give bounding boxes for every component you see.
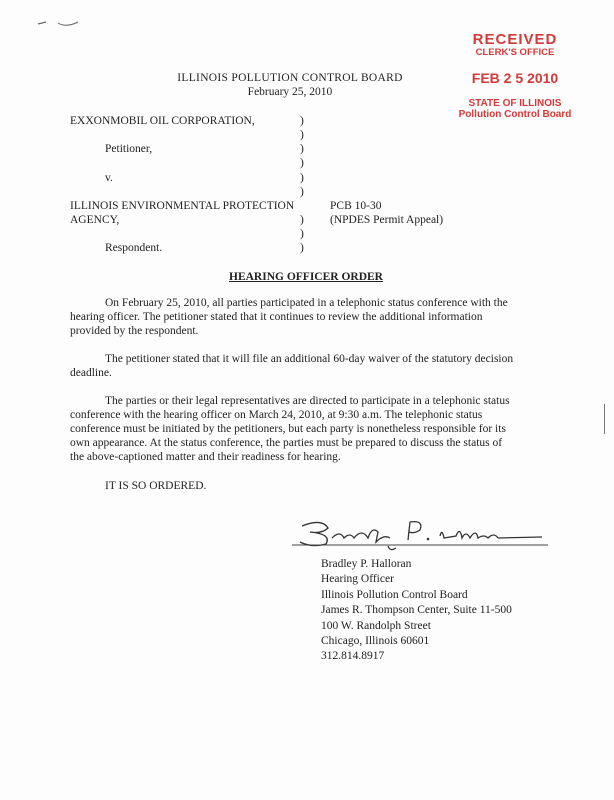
signer-title: Hearing Officer — [321, 573, 394, 586]
paragraph-3-line1: The parties or their legal representatives are directed to participate in a telephonic status — [105, 395, 510, 407]
signature-block — [321, 557, 512, 665]
paragraph-1-line1: On February 25, 2010, all parties participated in a telephonic status conference with the — [105, 297, 508, 309]
versus: v. — [105, 172, 113, 184]
paragraph-3-line4: own appearance. At the status conference, the parties must be prepared to discuss the status of — [70, 437, 503, 449]
paragraph-3-line5: the above-captioned matter and their readiness for hearing. — [70, 451, 341, 463]
paragraph-3-line3: conference must be initiated by the petitioners, but each party is nonetheless responsible for its — [70, 423, 506, 435]
scan-mark — [36, 14, 82, 30]
respondent-role: Respondent. — [105, 242, 163, 254]
caption-paren: ) — [300, 157, 304, 169]
caption-paren: ) — [300, 129, 304, 141]
caption-paren: ) — [300, 143, 304, 155]
paragraph-3-line2: conference with the hearing officer on March 24, 2010, at 9:30 a.m. The telephonic status — [70, 409, 483, 421]
paragraph-2-line2: deadline. — [70, 367, 112, 379]
petitioner-role: Petitioner, — [105, 143, 153, 155]
petitioner-name: EXXONMOBIL OIL CORPORATION, — [70, 115, 255, 127]
stamp-board: Pollution Control Board — [458, 109, 572, 120]
caption-paren: ) — [300, 228, 304, 240]
caption-paren: ) — [300, 172, 304, 184]
address-line1: James R. Thompson Center, Suite 11-500 — [321, 604, 512, 617]
stamp-date: FEB 2 5 2010 — [471, 70, 559, 86]
agency-header: ILLINOIS POLLUTION CONTROL BOARD — [177, 72, 403, 84]
stamp-office: CLERK'S OFFICE — [475, 47, 555, 58]
signer-name: Bradley P. Halloran — [321, 558, 412, 570]
scan-edge-mark — [604, 404, 605, 434]
paragraph-2-line1: The petitioner stated that it will file an additional 60-day waiver of the statutory decision — [105, 353, 514, 365]
paragraph-1-line2: hearing officer. The petitioner stated that it continues to review the additional information — [70, 311, 483, 323]
caption-paren: ) — [300, 115, 304, 127]
stamp-received: RECEIVED — [472, 31, 558, 48]
order-title: HEARING OFFICER ORDER — [229, 271, 383, 283]
handwritten-signature — [292, 508, 552, 556]
received-stamp — [440, 32, 590, 120]
respondent-name-line2: AGENCY, — [70, 214, 120, 226]
signer-org: Illinois Pollution Control Board — [321, 588, 468, 601]
paragraph-1-line3: provided by the respondent. — [70, 325, 199, 337]
caption-paren: ) — [300, 214, 304, 226]
address-city: Chicago, Illinois 60601 — [321, 635, 430, 648]
caption-paren: ) — [300, 186, 304, 198]
stamp-state: STATE OF ILLINOIS — [468, 98, 562, 109]
case-number: PCB 10-30 — [330, 200, 382, 212]
closing-statement: IT IS SO ORDERED. — [105, 480, 207, 492]
caption-paren: ) — [300, 242, 304, 254]
phone-number: 312.814.8917 — [321, 650, 385, 663]
case-type: (NPDES Permit Appeal) — [330, 214, 444, 226]
address-line2: 100 W. Randolph Street — [321, 619, 431, 632]
respondent-name-line1: ILLINOIS ENVIRONMENTAL PROTECTION — [70, 200, 295, 212]
order-date: February 25, 2010 — [247, 86, 333, 98]
